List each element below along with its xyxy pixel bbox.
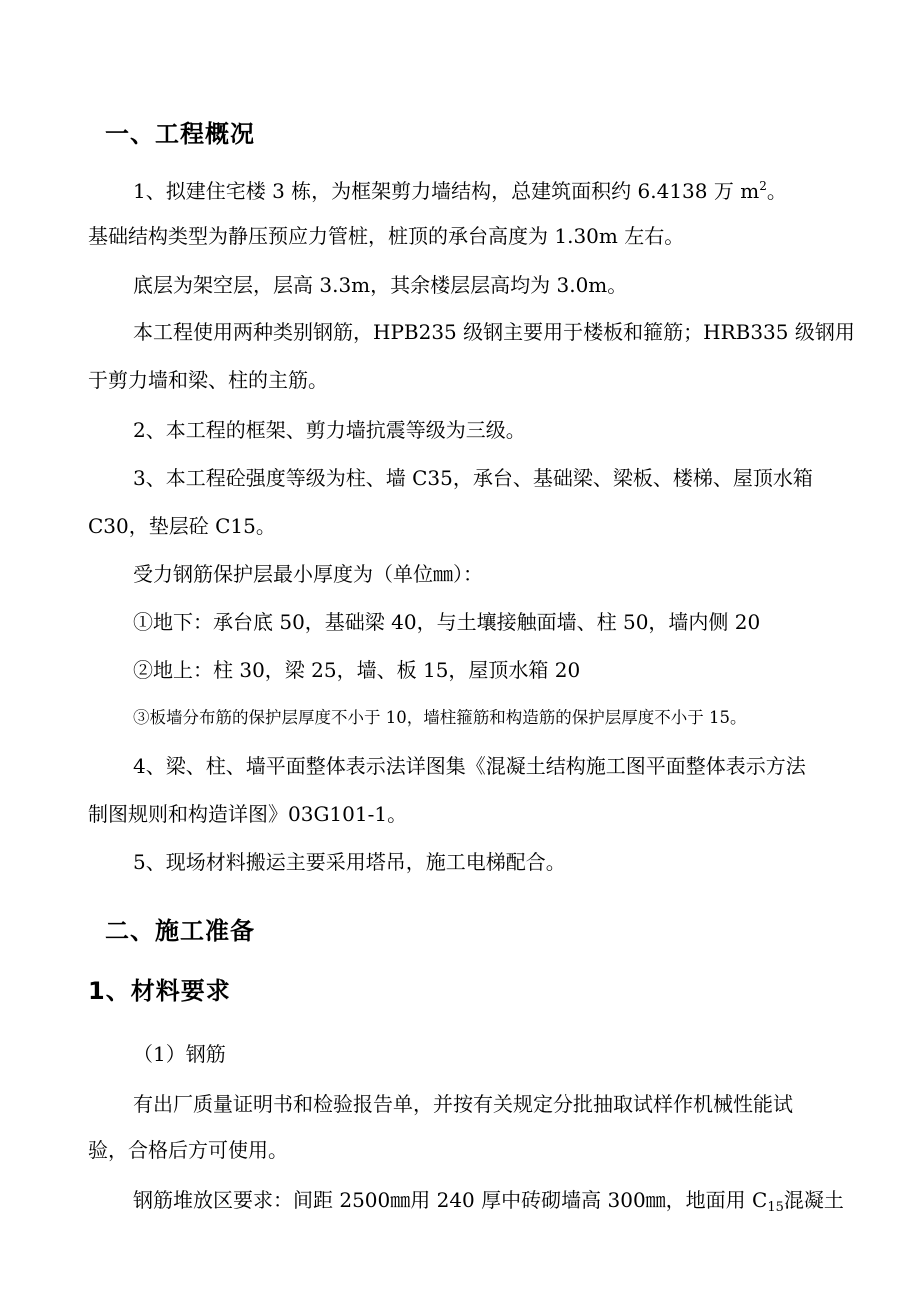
paragraph-5-line-2: C30，垫层砼 C15。 (88, 514, 276, 538)
paragraph-2: 底层为架空层，层高 3.3m，其余楼层层高均为 3.0m。 (133, 273, 628, 297)
paragraph-5-line-1: 3、本工程砼强度等级为柱、墙 C35，承台、基础梁、梁板、楼梯、屋顶水箱 (133, 466, 813, 490)
section-title-preparation: 二、施工准备 (105, 917, 255, 945)
paragraph-10-line-1: 4、梁、柱、墙平面整体表示法详图集《混凝土结构施工图平面整体表示方法 (133, 754, 806, 778)
paragraph-11: 5、现场材料搬运主要采用塔吊，施工电梯配合。 (133, 850, 566, 874)
paragraph-13-line-2: 验，合格后方可使用。 (88, 1138, 288, 1162)
paragraph-3-line-2: 于剪力墙和梁、柱的主筋。 (88, 368, 328, 392)
paragraph-14 (133, 1186, 844, 1222)
paragraph-1-line-2: 基础结构类型为静压预应力管桩，桩顶的承台高度为 1.30m 左右。 (88, 224, 685, 248)
paragraph-7: ①地下：承台底 50，基础梁 40，与土壤接触面墙、柱 50，墙内侧 20 (133, 610, 761, 634)
paragraph-13-line-1: 有出厂质量证明书和检验报告单，并按有关规定分批抽取试样作机械性能试 (133, 1092, 793, 1116)
paragraph-1-text-a: 1、拟建住宅楼 3 栋，为框架剪力墙结构，总建筑面积约 6.4138 万 m (133, 179, 760, 203)
superscript-2: 2 (759, 179, 767, 193)
paragraph-3-line-1: 本工程使用两种类别钢筋，HPB235 级钢主要用于楼板和箍筋；HRB335 级钢用 (133, 320, 855, 344)
paragraph-1-line-1 (133, 172, 787, 205)
paragraph-10-line-2: 制图规则和构造详图》03G101-1。 (88, 802, 408, 826)
paragraph-6: 受力钢筋保护层最小厚度为（单位㎜）： (133, 562, 483, 586)
paragraph-14-text-a: 钢筋堆放区要求：间距 2500㎜用 240 厚中砖砌墙高 300㎜，地面用 C (133, 1188, 768, 1212)
paragraph-8: ②地上：柱 30，梁 25，墙、板 15，屋顶水箱 20 (133, 658, 581, 682)
subsection-title-materials: 1、材料要求 (88, 977, 231, 1005)
section-title-overview: 一、工程概况 (105, 120, 255, 148)
paragraph-1-text-b: 。 (766, 179, 787, 203)
paragraph-9: ③板墙分布筋的保护层厚度不小于 10，墙柱箍筋和构造筋的保护层厚度不小于 15。 (133, 708, 747, 727)
subscript-15: 15 (767, 1200, 784, 1215)
paragraph-4: 2、本工程的框架、剪力墙抗震等级为三级。 (133, 418, 526, 442)
paragraph-rebar-heading: （1）钢筋 (133, 1042, 226, 1066)
paragraph-14-text-b: 混凝土 (783, 1188, 844, 1212)
